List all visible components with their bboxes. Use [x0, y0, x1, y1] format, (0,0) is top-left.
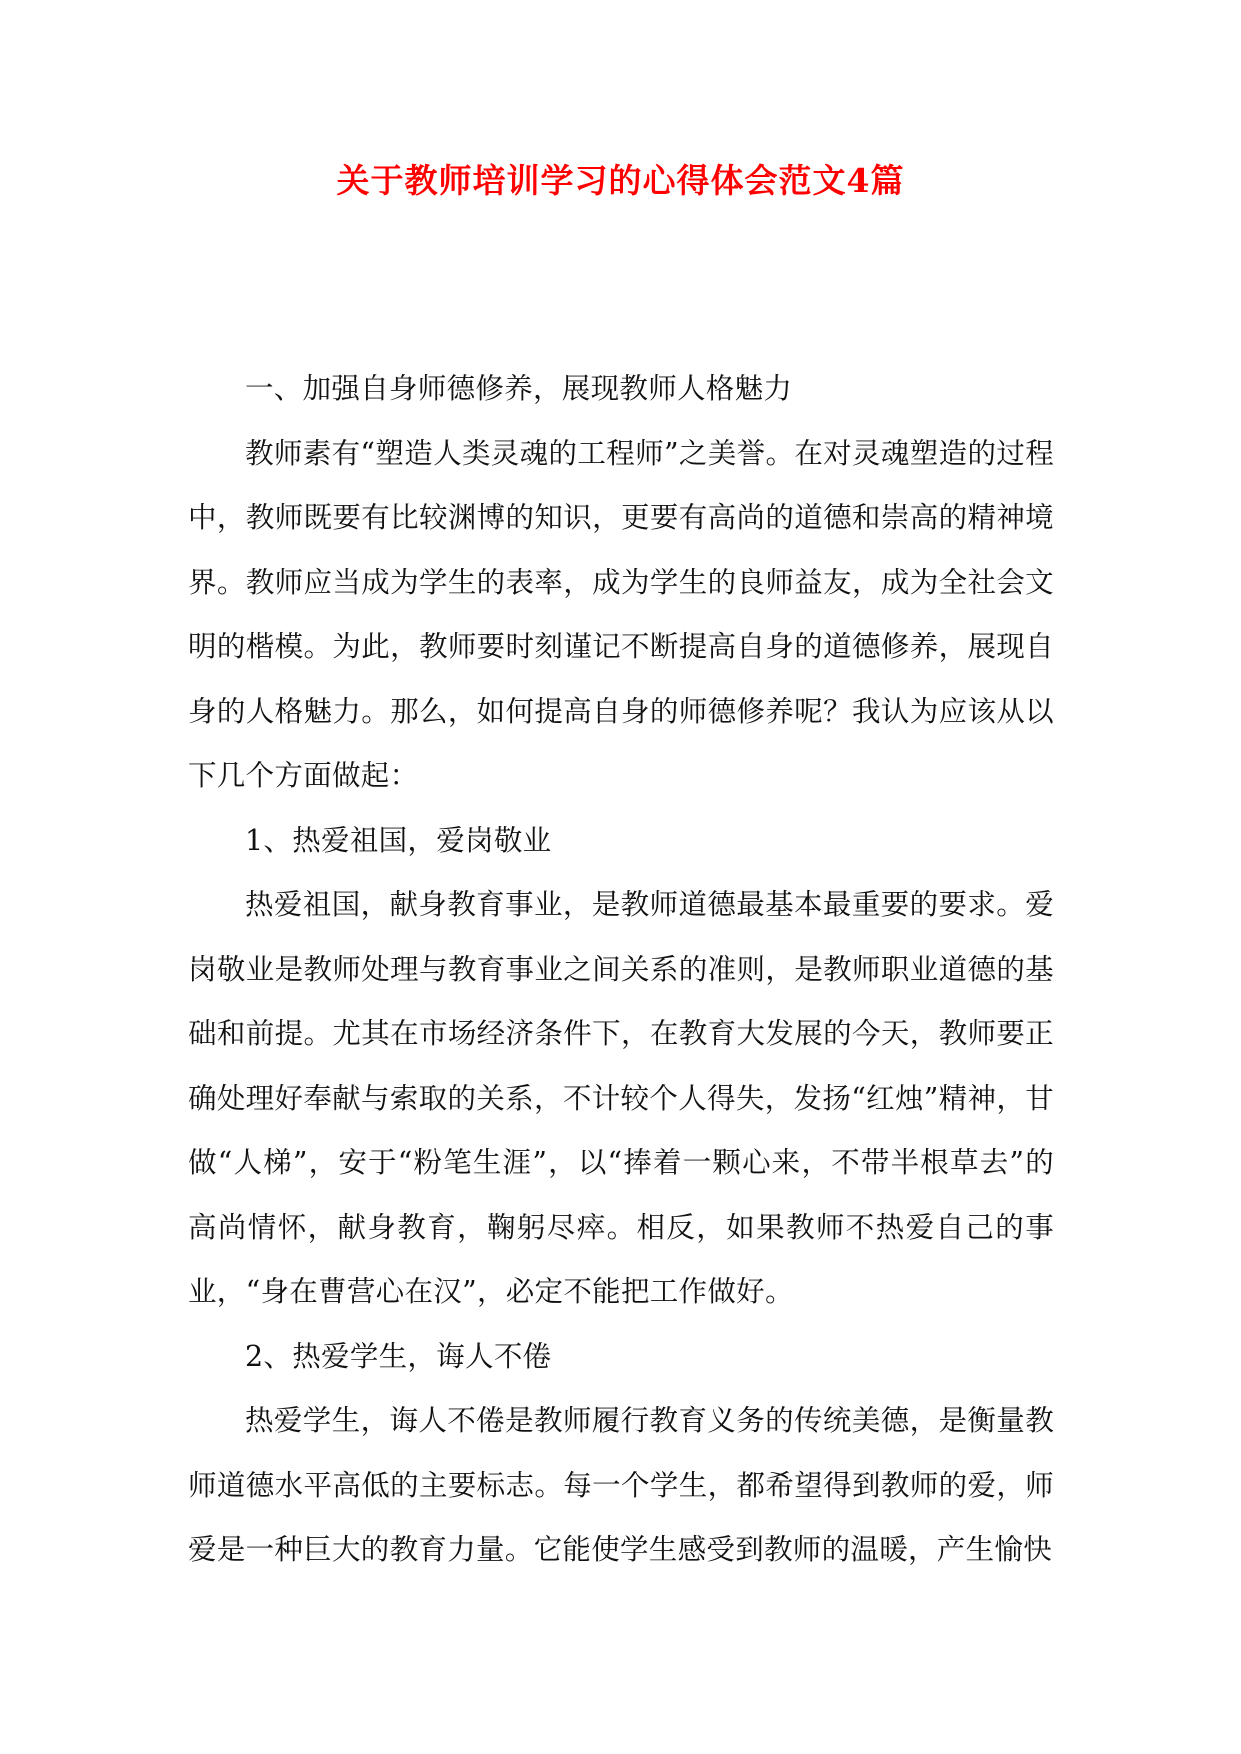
body-paragraph: 热爱学生，诲人不倦是教师履行教育义务的传统美德，是衡量教师道德水平高低的主要标志。每一个学生，都希望得到教师的爱，师爱是一种巨大的教育力量。它能使学生感受到教师的温暖，产生愉快: [188, 1404, 1054, 1566]
subsection-heading: 2、热爱学生，诲人不倦: [245, 1339, 552, 1373]
section-heading: 一、加强自身师德修养，展现教师人格魅力: [245, 372, 793, 405]
subsection-heading: 1、热爱祖国，爱岗敬业: [245, 823, 552, 857]
document-title: 关于教师培训学习的心得体会范文4篇: [336, 161, 905, 200]
body-paragraph: 热爱祖国，献身教育事业，是教师道德最基本最重要的要求。爱岗敬业是教师处理与教育事业之间关系的准则，是教师职业道德的基础和前提。尤其在市场经济条件下，在教育大发展的今天，教师要正确处理好奉献与索取的关系，不计较个人得失，发扬“红烛”精神，甘做“人梯”，安于“粉笔生涯”，以“捧着一颗心来，不带半根草去”的高尚情怀，献身教育，鞠躬尽瘁。相反，如果教师不热爱自己的事业，“身在曹营心在汉”，必定不能把工作做好。: [188, 888, 1054, 1308]
body-paragraph: 教师素有“塑造人类灵魂的工程师”之美誉。在对灵魂塑造的过程中，教师既要有比较渊博的知识，更要有高尚的道德和崇高的精神境界。教师应当成为学生的表率，成为学生的良师益友，成为全社会文明的楷模。为此，教师要时刻谨记不断提高自身的道德修养，展现自身的人格魅力。那么，如何提高自身的师德修养呢？我认为应该从以下几个方面做起：: [188, 436, 1054, 792]
document-body: [188, 357, 1054, 1583]
